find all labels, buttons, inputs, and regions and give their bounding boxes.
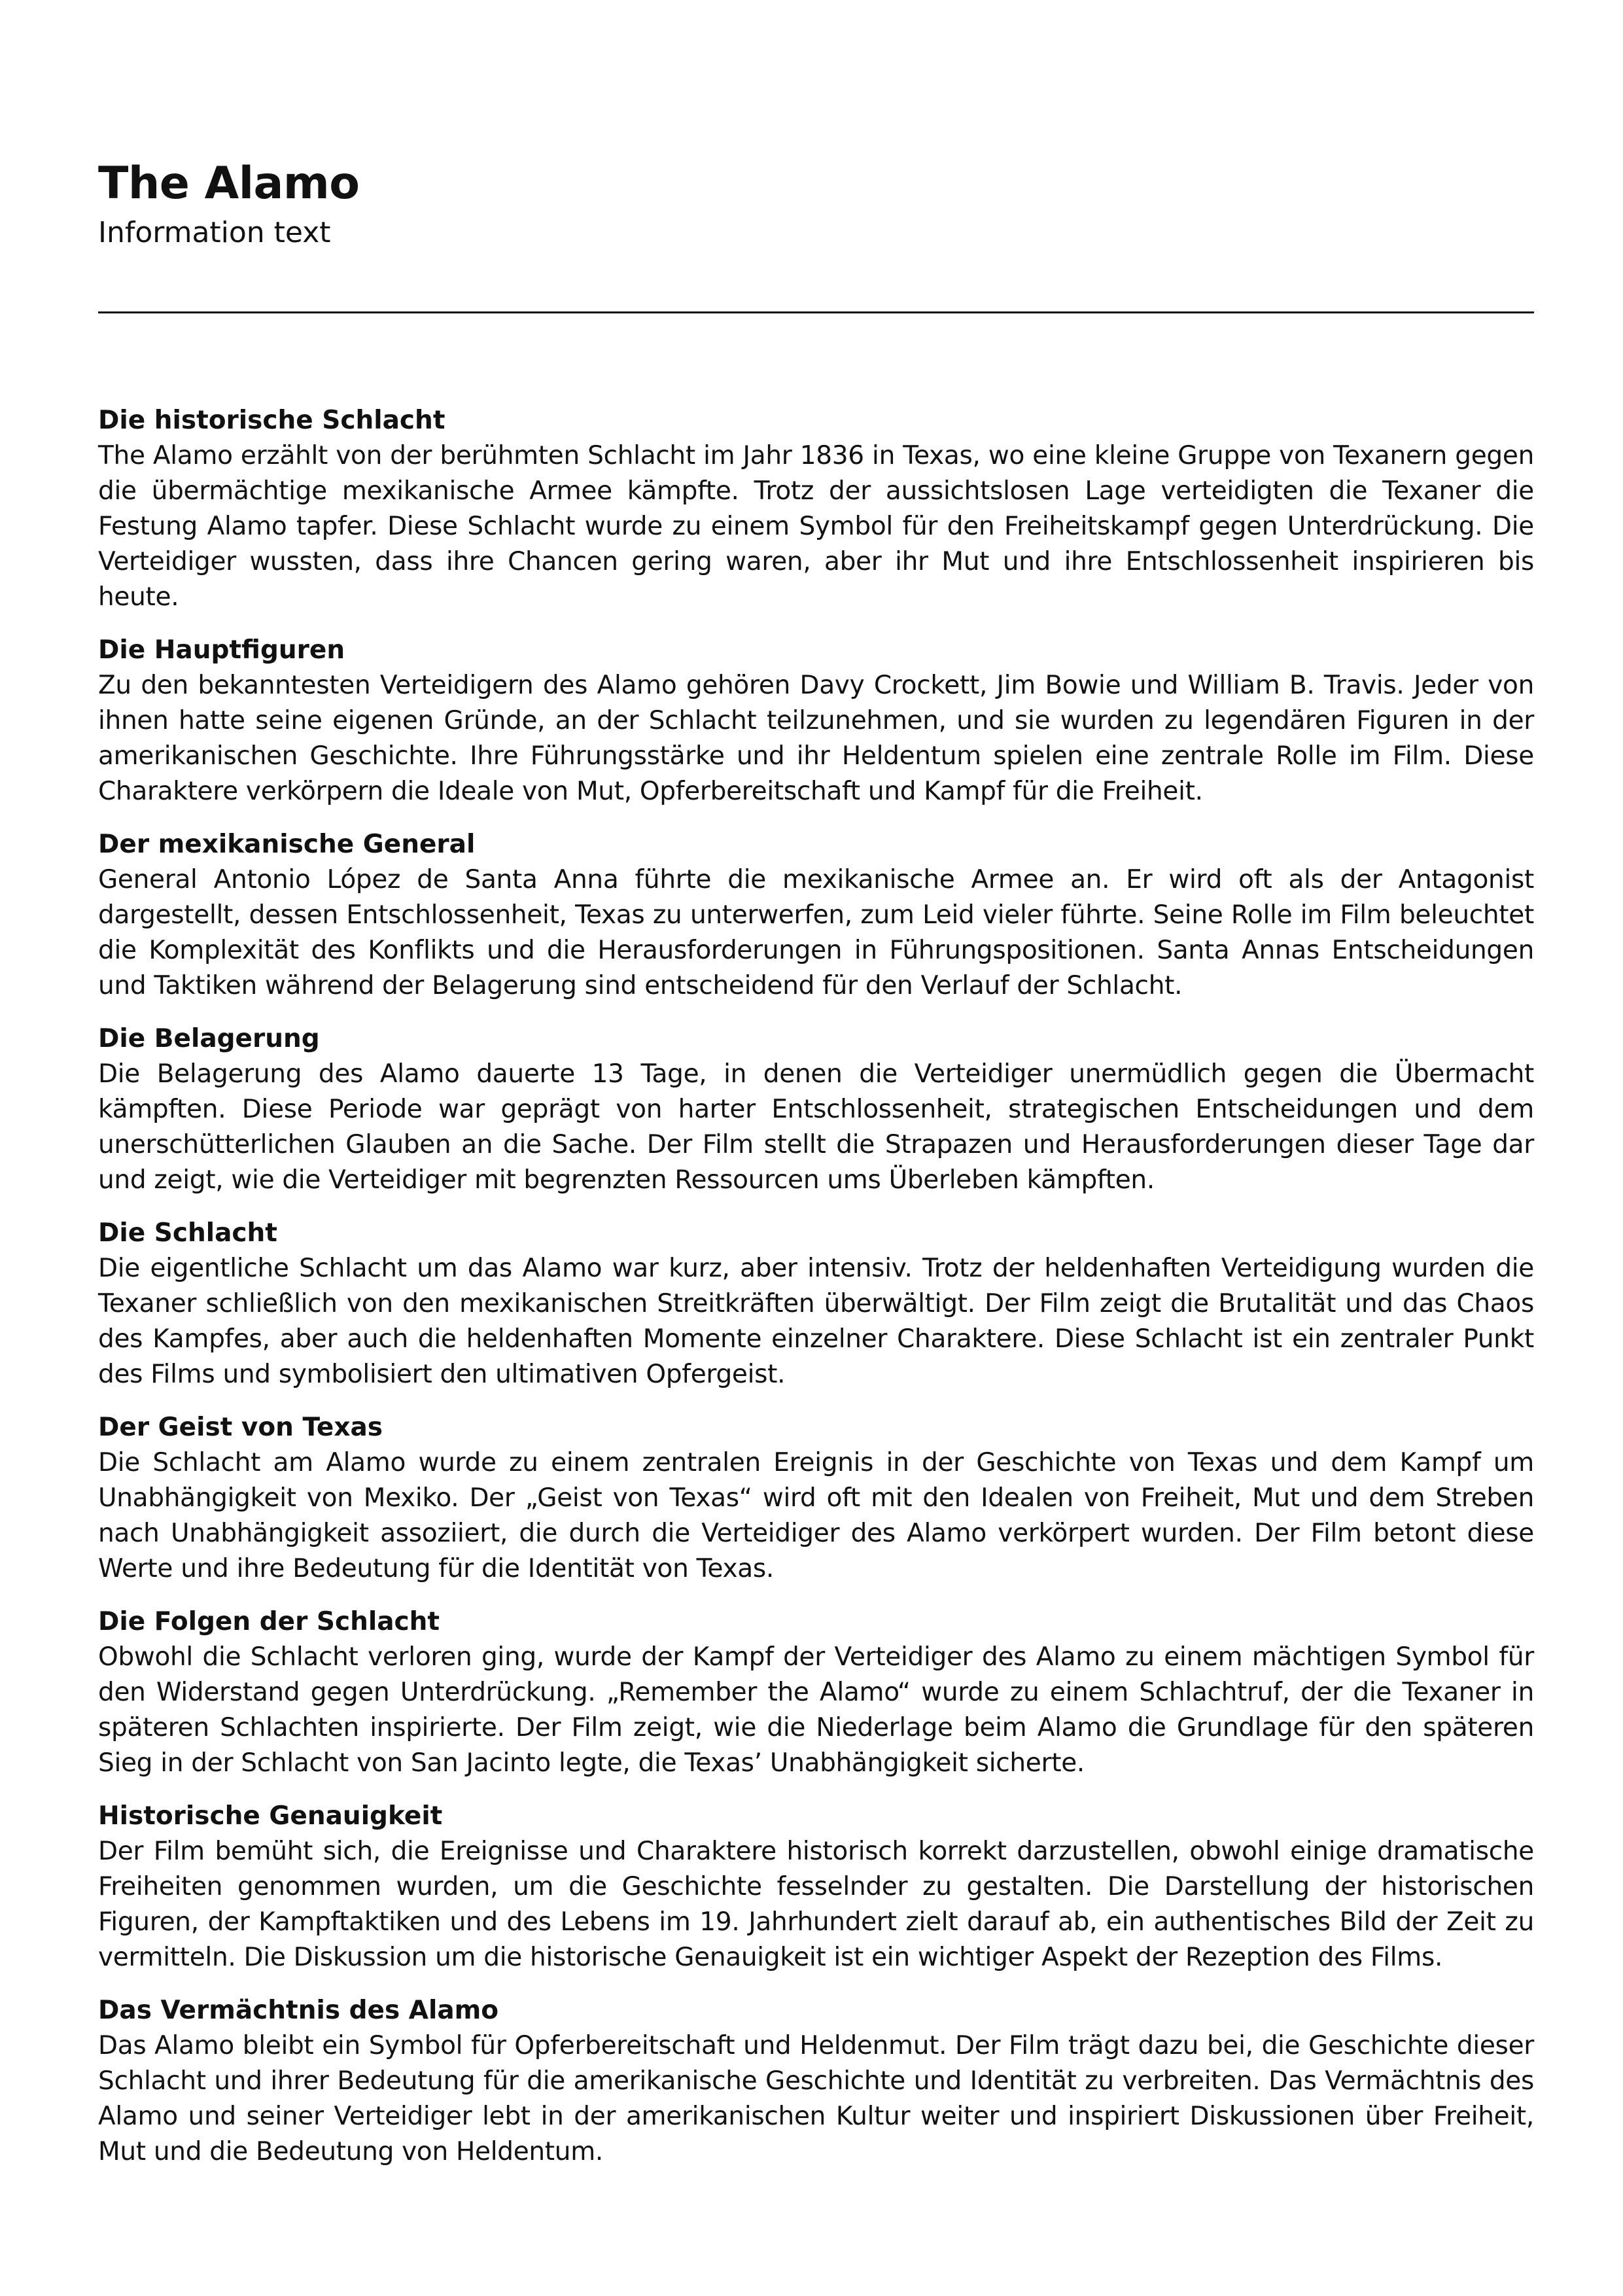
section-paragraph: Die eigentliche Schlacht um das Alamo war kurz, aber intensiv. Trotz der heldenhaften Verteidigung wurden die Texaner schließlich von den mexikanischen Streitkräften überwältigt. Der Film zeigt die Brutalität und das Chaos des Kampfes, aber auch die heldenhaften Momente einzelner Charaktere. Diese Schlacht ist ein zentraler Punkt des Films und symbolisiert den ultimativen Opfergeist. [98, 1254, 1534, 1389]
section-hauptfiguren [98, 633, 1534, 809]
document-subtitle: Information text [98, 216, 331, 249]
section-paragraph: Zu den bekanntesten Verteidigern des Alamo gehören Davy Crockett, Jim Bowie und William B. Travis. Jeder von ihnen hatte seine eigenen Gründe, an der Schlacht teilzunehmen, und sie wurden zu legendären Figuren in der amerikanischen Geschichte. Ihre Führungsstärke und ihr Heldentum spielen eine zentrale Rolle im Film. Diese Charaktere verkörpern die Ideale von Mut, Opferbereitschaft und Kampf für die Freiheit. [98, 671, 1534, 806]
document-page [98, 0, 1534, 2296]
section-schlacht [98, 1216, 1534, 1392]
section-folgen-der-schlacht [98, 1604, 1534, 1781]
section-heading: Das Vermächtnis des Alamo [98, 1996, 499, 2025]
section-paragraph: The Alamo erzählt von der berühmten Schlacht im Jahr 1836 in Texas, wo eine kleine Gruppe von Texanern gegen die übermächtige mexikanische Armee kämpfte. Trotz der aussichtslosen Lage verteidigten die Texaner die Festung Alamo tapfer. Diese Schlacht wurde zu einem Symbol für den Freiheitskampf gegen Unterdrückung. Die Verteidiger wussten, dass ihre Chancen gering waren, aber ihr Mut und ihre Entschlossenheit inspirieren bis heute. [98, 441, 1534, 612]
section-heading: Historische Genauigkeit [98, 1801, 443, 1831]
section-paragraph: Die Schlacht am Alamo wurde zu einem zentralen Ereignis in der Geschichte von Texas und dem Kampf um Unabhängigkeit von Mexiko. Der „Geist von Texas“ wird oft mit den Idealen von Freiheit, Mut und dem Streben nach Unabhängigkeit assoziiert, die durch die Verteidiger des Alamo verkörpert wurden. Der Film betont diese Werte und ihre Bedeutung für die Identität von Texas. [98, 1448, 1534, 1583]
section-historische-schlacht [98, 403, 1534, 615]
section-heading: Die Folgen der Schlacht [98, 1607, 440, 1636]
section-belagerung [98, 1021, 1534, 1198]
section-mexikanische-general [98, 827, 1534, 1004]
section-paragraph: Die Belagerung des Alamo dauerte 13 Tage, in denen die Verteidiger unermüdlich gegen die Übermacht kämpften. Diese Periode war geprägt von harter Entschlossenheit, strategischen Entscheidungen und dem unerschütterlichen Glauben an die Sache. Der Film stellt die Strapazen und Herausforderungen dieser Tage dar und zeigt, wie die Verteidiger mit begrenzten Ressourcen ums Überleben kämpften. [98, 1059, 1534, 1195]
section-geist-von-texas [98, 1410, 1534, 1587]
section-vermaechtnis [98, 1993, 1534, 2170]
section-historische-genauigkeit [98, 1799, 1534, 1975]
section-heading: Der mexikanische General [98, 830, 476, 859]
section-paragraph: General Antonio López de Santa Anna führte die mexikanische Armee an. Er wird oft als der Antagonist dargestellt, dessen Entschlossenheit, Texas zu unterwerfen, zum Leid vieler führte. Seine Rolle im Film beleuchtet die Komplexität des Konflikts und die Herausforderungen in Führungspositionen. Santa Annas Entscheidungen und Taktiken während der Belagerung sind entscheidend für den Verlauf der Schlacht. [98, 865, 1534, 1000]
section-paragraph: Der Film bemüht sich, die Ereignisse und Charaktere historisch korrekt darzustellen, obwohl einige dramatische Freiheiten genommen wurden, um die Geschichte fesselnder zu gestalten. Die Darstellung der historischen Figuren, der Kampftaktiken und des Lebens im 19. Jahrhundert zielt darauf ab, ein authentisches Bild der Zeit zu vermitteln. Die Diskussion um die historische Genauigkeit ist ein wichtiger Aspekt der Rezeption des Films. [98, 1837, 1534, 1972]
header-divider [98, 311, 1534, 313]
section-heading: Die historische Schlacht [98, 406, 445, 435]
section-paragraph: Obwohl die Schlacht verloren ging, wurde der Kampf der Verteidiger des Alamo zu einem mächtigen Symbol für den Widerstand gegen Unterdrückung. „Remember the Alamo“ wurde zu einem Schlachtruf, der die Texaner in späteren Schlachten inspirierte. Der Film zeigt, wie die Niederlage beim Alamo die Grundlage für den späteren Sieg in der Schlacht von San Jacinto legte, die Texas’ Unabhängigkeit sicherte. [98, 1642, 1534, 1778]
section-paragraph: Das Alamo bleibt ein Symbol für Opferbereitschaft und Heldenmut. Der Film trägt dazu bei, die Geschichte dieser Schlacht und ihrer Bedeutung für die amerikanische Geschichte und Identität zu verbreiten. Das Vermächtnis des Alamo und seiner Verteidiger lebt in der amerikanischen Kultur weiter und inspiriert Diskussionen über Freiheit, Mut und die Bedeutung von Heldentum. [98, 2031, 1534, 2166]
section-heading: Die Schlacht [98, 1218, 277, 1248]
section-heading: Der Geist von Texas [98, 1413, 383, 1442]
section-heading: Die Hauptfiguren [98, 635, 345, 665]
document-body [98, 403, 1534, 2187]
section-heading: Die Belagerung [98, 1024, 320, 1053]
document-title: The Alamo [98, 158, 360, 209]
